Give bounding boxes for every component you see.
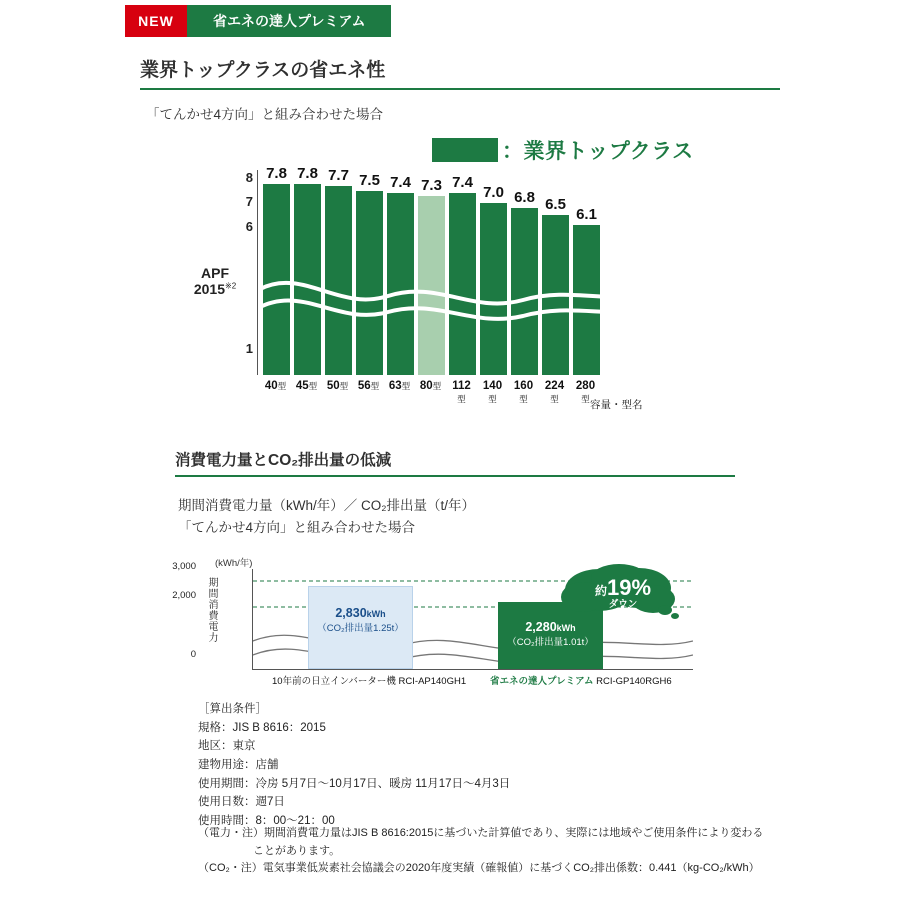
chart1-y-axis-footnote-mark: ※2 <box>225 281 237 291</box>
chart1-bar <box>325 186 352 375</box>
chart2-unit-label: (kWh/年) <box>215 558 253 569</box>
chart1-bar-value: 7.8 <box>297 164 318 182</box>
calculation-condition-line: 規格：JIS B 8616：2015 <box>198 721 326 734</box>
section2-subheading-line2: 「てんかせ4方向」と組み合わせた場合 <box>178 519 416 535</box>
chart1-x-tick: 63型 <box>388 380 411 392</box>
cloud-value: 19% <box>606 575 652 600</box>
chart1-y-tick-7: 7 <box>245 194 253 210</box>
calculation-conditions <box>198 700 798 830</box>
chart1-bar-column <box>542 170 569 375</box>
cloud-suffix: ダウン <box>608 599 638 610</box>
chart1-x-tick: 224型 <box>544 380 565 405</box>
banner-title: 省エネの達人プレミアム <box>187 5 391 37</box>
calculation-condition-line: 使用日数：週7日 <box>198 796 285 809</box>
chart2-y-tick: 3,000 <box>172 560 196 572</box>
chart2-y-tick: 2,000 <box>172 590 196 602</box>
chart2-bar-old-value-unit: kWh <box>366 608 386 619</box>
calculation-condition-line: 使用期間：冷房 5月7日～10月17日、暖房 11月17日～4月3日 <box>198 777 511 790</box>
chart1-bar-value: 6.1 <box>576 206 597 224</box>
chart1-bar-column <box>418 170 445 375</box>
chart1-bar-value: 7.8 <box>266 164 287 182</box>
chart2-bar-new-co2: （CO₂排出量1.01t） <box>507 636 594 648</box>
chart1-bar-value: 7.7 <box>328 166 349 184</box>
chart1-bar-value: 7.5 <box>359 171 380 189</box>
chart1-y-tick-8: 8 <box>245 169 253 185</box>
chart1-bar-column <box>356 170 383 375</box>
chart2-y-axis-title: 期間消費電力 <box>206 577 217 643</box>
chart1-x-tick: 140型 <box>482 380 503 405</box>
chart1-x-tick: 56型 <box>357 380 380 392</box>
chart1-bar <box>511 208 538 375</box>
footnote-line: ことがあります。 <box>198 844 341 857</box>
chart1-bar <box>418 196 445 375</box>
chart1-bar-value: 7.3 <box>421 176 442 194</box>
chart1-y-tick-labels <box>227 162 253 367</box>
footnote-line: （CO₂・注）電気事業低炭素社会協議会の2020年度実績（確報値）に基づくCO₂排出係数：0.441（kg-CO₂/kWh） <box>198 862 760 875</box>
section2-subheading <box>178 495 475 538</box>
calculation-condition-line: ［算出条件］ <box>198 703 267 715</box>
chart2-bar-old-value-number: 2,830 <box>335 605 367 620</box>
calculation-condition-line: 使用時間：8：00～21：00 <box>198 814 335 827</box>
chart1-bar <box>480 203 507 375</box>
chart1-bar-column <box>480 170 507 375</box>
legend-label: ：業界トップクラス <box>502 140 694 163</box>
chart1-bar-column <box>449 170 476 375</box>
chart1-bar-column <box>573 170 600 375</box>
chart1-x-axis-caption: 容量・型名 <box>590 399 643 411</box>
chart1-x-tick: 160型 <box>513 380 534 405</box>
chart2-label-new-model: RCI-GP140RGH6 <box>596 676 672 687</box>
chart1-bar-value: 7.4 <box>452 174 473 192</box>
calculation-condition-line: 建物用途：店舗 <box>198 758 279 771</box>
section1-subheading: 「てんかせ4方向」と組み合わせた場合 <box>146 107 384 122</box>
chart1-y-tick-6: 6 <box>245 218 253 234</box>
section2-heading <box>175 448 735 477</box>
chart1-bar-column <box>511 170 538 375</box>
chart1-bar <box>573 225 600 375</box>
chart2-label-new <box>490 673 672 687</box>
chart1-bar-column <box>325 166 352 375</box>
chart2-bar-new-value-unit: kWh <box>556 622 576 633</box>
chart2-plot-area <box>252 569 693 670</box>
chart1-bar <box>356 191 383 375</box>
chart2-label-old: 10年前の日立インバーター機 RCI-AP140GH1 <box>272 676 467 687</box>
chart2-bar-new-value <box>498 620 603 634</box>
chart1-bar <box>387 193 414 375</box>
chart1-plot-area <box>257 164 658 375</box>
chart1-x-tick: 280型 <box>575 380 596 405</box>
footnote-line: （電力・注）期間消費電力量はJIS B 8616:2015に基づいた計算値であり、実際には地域やご使用条件により変わる <box>198 827 764 839</box>
chart1-bar-value: 6.8 <box>514 189 535 207</box>
chart2-bar-old-co2: （CO₂排出量1.25t） <box>317 622 404 634</box>
section1-heading: 業界トップクラスの省エネ性 <box>140 55 780 90</box>
legend-swatch-icon <box>432 138 498 162</box>
chart1-bar <box>263 184 290 375</box>
chart1-bar-column <box>263 164 290 375</box>
calculation-condition-line: 地区：東京 <box>198 740 256 753</box>
cloud-callout-text <box>553 577 693 610</box>
chart1-y-axis-title-line2: 2015 <box>193 281 225 298</box>
chart1-y-axis-title-line1: APF <box>201 265 229 281</box>
chart1-bar-value: 7.0 <box>483 184 504 202</box>
new-badge: NEW <box>125 5 187 37</box>
chart1-bar <box>294 184 321 375</box>
section2-heading-text: 消費電力量とCO₂排出量の低減 <box>175 452 392 469</box>
section2-subheading-line1: 期間消費電力量（kWh/年）／ CO₂排出量（t/年） <box>178 498 475 513</box>
chart1-bar-value: 7.4 <box>390 174 411 192</box>
chart1-bar-value: 6.5 <box>545 196 566 214</box>
chart1-bars <box>258 164 658 375</box>
chart1-x-tick: 80型 <box>419 380 442 392</box>
chart1-bar <box>449 193 476 375</box>
chart1-bar-column <box>294 164 321 375</box>
chart1-x-tick: 45型 <box>295 380 318 392</box>
chart1-x-tick: 40型 <box>264 380 287 392</box>
chart1-bar <box>542 215 569 375</box>
header-banner <box>125 5 391 37</box>
chart2-y-tick: 0 <box>190 649 196 660</box>
chart1-y-tick-1: 1 <box>245 341 253 357</box>
chart1-bar-column <box>387 170 414 375</box>
chart2-label-new-bold: 省エネの達人プレミアム <box>490 676 594 687</box>
chart2-bar-new-value-number: 2,280 <box>525 619 557 634</box>
chart-power-consumption <box>172 555 760 695</box>
footnotes <box>198 825 808 878</box>
cloud-prefix: 約 <box>594 584 607 598</box>
chart1-x-tick: 112型 <box>452 380 471 405</box>
chart1-x-tick: 50型 <box>326 380 349 392</box>
chart1-legend <box>432 135 694 165</box>
chart2-bar-old-value <box>308 606 413 620</box>
chart-apf <box>185 164 865 420</box>
